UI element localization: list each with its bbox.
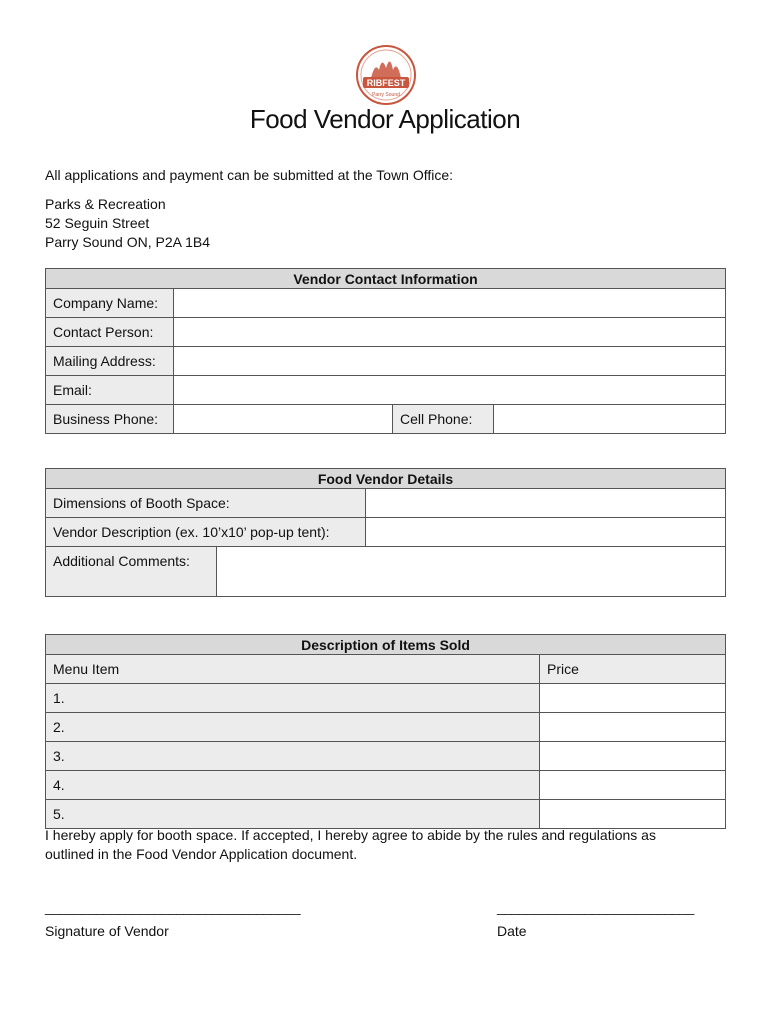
items-header: Description of Items Sold [46, 635, 726, 655]
signature-line[interactable]: ___________________________________ [45, 899, 301, 915]
company-name-label: Company Name: [46, 289, 174, 318]
business-phone-label: Business Phone: [46, 405, 174, 434]
vendor-description-field[interactable] [366, 518, 726, 547]
price-column-header: Price [540, 655, 726, 684]
email-field[interactable] [174, 376, 726, 405]
menu-item-row-5[interactable]: 5. [46, 800, 540, 829]
date-line[interactable]: ___________________________ [497, 899, 694, 915]
price-row-5[interactable] [540, 800, 726, 829]
company-name-field[interactable] [174, 289, 726, 318]
cell-phone-field[interactable] [494, 405, 726, 434]
items-sold-table [45, 634, 726, 829]
business-phone-field[interactable] [174, 405, 393, 434]
vendor-description-label: Vendor Description (ex. 10’x10’ pop-up tent): [46, 518, 366, 547]
declaration-line-2: outlined in the Food Vendor Application document. [45, 846, 358, 862]
price-row-2[interactable] [540, 713, 726, 742]
svg-text:Parry Sound: Parry Sound [372, 92, 400, 98]
address-line-3: Parry Sound ON, P2A 1B4 [45, 234, 210, 250]
menu-item-row-2[interactable]: 2. [46, 713, 540, 742]
additional-comments-label: Additional Comments: [46, 547, 217, 597]
mailing-address-field[interactable] [174, 347, 726, 376]
booth-dimensions-label: Dimensions of Booth Space: [46, 489, 366, 518]
svg-text:RIBFEST: RIBFEST [366, 78, 406, 88]
address-line-2: 52 Seguin Street [45, 215, 150, 231]
address-line-1: Parks & Recreation [45, 196, 166, 212]
vendor-details-table [45, 468, 726, 597]
mailing-address-label: Mailing Address: [46, 347, 174, 376]
contact-person-field[interactable] [174, 318, 726, 347]
menu-item-row-3[interactable]: 3. [46, 742, 540, 771]
price-row-3[interactable] [540, 742, 726, 771]
cell-phone-label: Cell Phone: [393, 405, 494, 434]
price-row-4[interactable] [540, 771, 726, 800]
intro-text: All applications and payment can be submitted at the Town Office: [45, 167, 454, 183]
declaration-line-1: I hereby apply for booth space. If accepted, I hereby agree to abide by the rules and regulations as [45, 827, 656, 843]
menu-item-row-1[interactable]: 1. [46, 684, 540, 713]
signature-label: Signature of Vendor [45, 923, 169, 939]
page-title: Food Vendor Application [249, 104, 521, 134]
ribfest-logo [355, 44, 417, 106]
menu-item-row-4[interactable]: 4. [46, 771, 540, 800]
menu-item-column-header: Menu Item [46, 655, 540, 684]
date-label: Date [497, 923, 527, 939]
email-label: Email: [46, 376, 174, 405]
contact-header: Vendor Contact Information [46, 269, 726, 289]
additional-comments-field[interactable] [217, 547, 726, 597]
details-header: Food Vendor Details [46, 469, 726, 489]
price-row-1[interactable] [540, 684, 726, 713]
booth-dimensions-field[interactable] [366, 489, 726, 518]
contact-person-label: Contact Person: [46, 318, 174, 347]
vendor-contact-table [45, 268, 726, 434]
